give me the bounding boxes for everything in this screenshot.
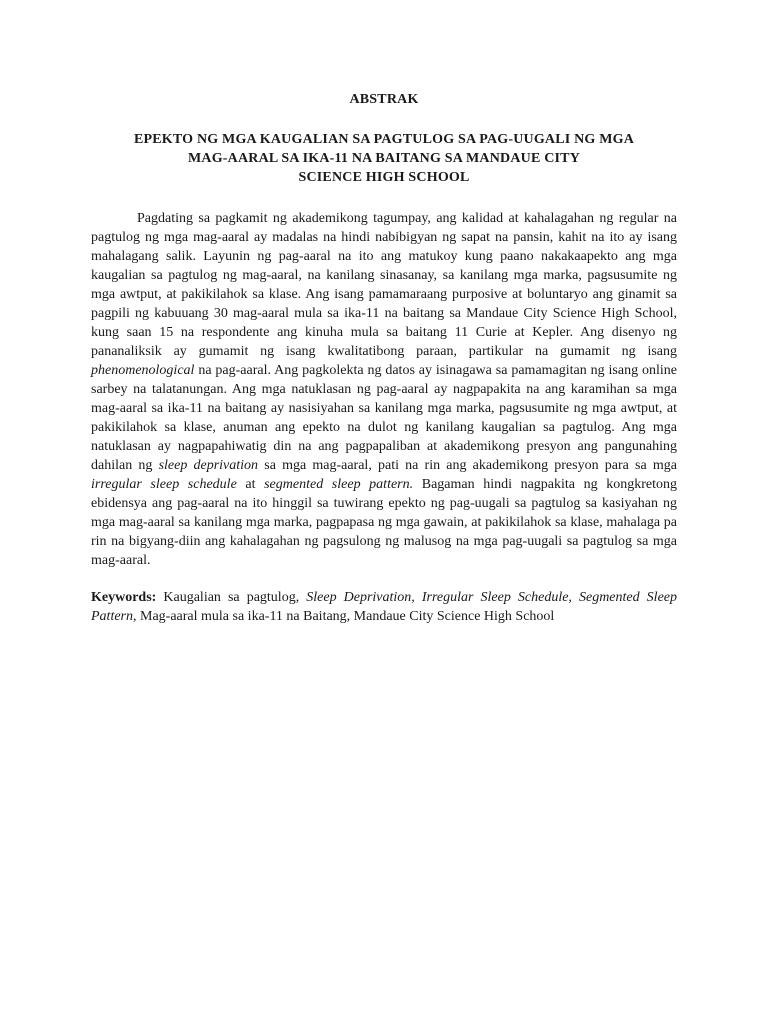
abstract-italic-2: sleep deprivation [158,458,259,473]
abstract-text-4: at [236,477,265,492]
abstract-italic-3: irregular sleep schedule [91,477,237,492]
abstract-text-5: Bagaman hindi nagpakita ng kongkretong ebidensya ang pag-aaral na ito hinggil sa tuwirang epekto ng pag-uugali sa pagtulog sa kasiyahan ng mga mag-aaral sa kanilang mga marka, pagpapasa ng mga gawain, at pakikilahok sa klase, mahalaga pa rin na bigyang-diin ang kahalagahan ng pagsulong ng malusog na mga pag-uugali sa pagtulog sa mga mag-aaral. [91,477,677,568]
abstract-italic-4: segmented sleep pattern. [264,477,414,492]
keywords-text-1: Kaugalian sa pagtulog, [156,590,307,605]
abstract-text-3: sa mga mag-aaral, pati na rin ang akademikong presyon para sa mga [258,458,677,473]
abstract-text-2: na pag-aaral. Ang pagkolekta ng datos ay isinagawa sa pamamagitan ng isang online sarbey na talatanungan. Ang mga natuklasan ng pag-aaral ay nagpapakita na ang karamihan sa mga mag-aaral sa ika-11 na baitang ay nasisiyahan sa kanilang mga marka, pagsusumite ng mga awtput, at pakikilahok sa klase, anuman ang epekto na dulot ng kanilang kaugalian sa pagtulog. Ang mga natuklasan ay nagpapahiwatig din na ang pagpapaliban at akademikong presyon ang pangunahing dahilan ng [91,363,677,473]
title-line-1: EPEKTO NG MGA KAUGALIAN SA PAGTULOG SA PAG-UUGALI NG MGA [133,132,635,147]
paper-title [91,130,677,187]
title-line-2: MAG-AARAL SA IKA-11 NA BAITANG SA MANDAUE CITY [187,151,581,166]
abstract-italic-1: phenomenological [91,363,195,378]
title-line-3: SCIENCE HIGH SCHOOL [298,170,470,185]
keywords-text-2: , Mag-aaral mula sa ika-11 na Baitang, Mandaue City Science High School [133,609,555,624]
abstract-heading: ABSTRAK [349,92,419,107]
abstract-paragraph [91,209,677,570]
document-page [91,92,677,626]
keywords-italic: Sleep Deprivation, Irregular Sleep Schedule, Segmented Sleep Pattern [91,590,678,624]
abstract-text-1: Pagdating sa pagkamit ng akademikong tagumpay, ang kalidad at kahalagahan ng regular na pagtulog ng mga mag-aaral ay madalas na hindi nabibigyan ng sapat na pansin, kahit na ito ay isang mahalagang salik. Layunin ng pag-aaral na ito ang matukoy kung paano nakakaapekto ang mga kaugalian sa pagtulog ng mag-aaral, na kanilang sinasanay, sa kanilang mga marka, pagsusumite ng mga awtput, at pakikilahok sa klase. Ang isang pamamaraang purposive at boluntaryo ang ginamit sa pagpili ng kabuuang 30 mag-aaral mula sa ika-11 na baitang sa Mandaue City Science High School, kung saan 15 na respondente ang kinuha mula sa baitang 11 Curie at Kepler. Ang disenyo ng pananaliksik ay gumamit ng isang kwalitatibong paraan, partikular na gumamit ng isang [91,211,677,359]
keywords-label: Keywords: [91,590,157,605]
keywords-paragraph [91,588,677,626]
